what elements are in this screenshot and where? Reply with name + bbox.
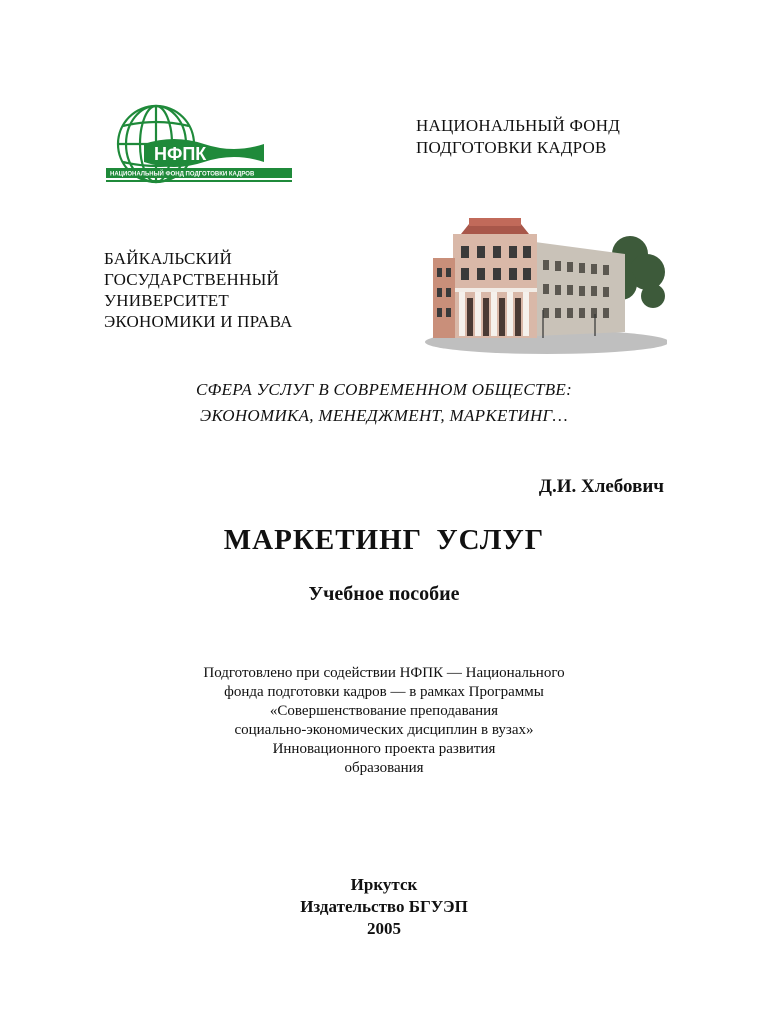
series-line1: СФЕРА УСЛУГ В СОВРЕМЕННОМ ОБЩЕСТВЕ:: [195, 380, 573, 399]
support-note-line4: социально-экономических дисциплин в вузах»: [234, 722, 534, 738]
university-building-image: [425, 214, 667, 356]
support-note-line1: Подготовлено при содействии НФПК — Национального: [203, 665, 565, 681]
university-line4: ЭКОНОМИКИ И ПРАВА: [104, 312, 293, 331]
support-note-line2: фонда подготовки кадров — в рамках Программы: [224, 684, 544, 700]
support-note-line5: Инновационного проекта развития: [272, 741, 496, 757]
logo-abbrev: НФПК: [154, 144, 207, 164]
support-note: [0, 664, 768, 778]
university-line2: ГОСУДАРСТВЕННЫЙ: [104, 270, 279, 289]
university-name: [104, 248, 293, 332]
series-line2: ЭКОНОМИКА, МЕНЕДЖМЕНТ, МАРКЕТИНГ…: [200, 406, 568, 425]
book-subtitle: Учебное пособие: [308, 583, 460, 605]
fund-name: [416, 115, 620, 159]
imprint-publisher: Издательство БГУЭП: [300, 897, 468, 916]
logo-caption: НАЦИОНАЛЬНЫЙ ФОНД ПОДГОТОВКИ КАДРОВ: [110, 171, 255, 178]
imprint-city: Иркутск: [350, 875, 418, 894]
nfpk-logo: [104, 100, 294, 196]
imprint: [0, 874, 768, 940]
series-title: [0, 377, 768, 429]
university-line3: УНИВЕРСИТЕТ: [104, 291, 229, 310]
imprint-year: 2005: [367, 919, 401, 938]
university-line1: БАЙКАЛЬСКИЙ: [104, 249, 233, 268]
fund-name-line2: ПОДГОТОВКИ КАДРОВ: [416, 138, 607, 157]
fund-name-line1: НАЦИОНАЛЬНЫЙ ФОНД: [416, 116, 621, 135]
support-note-line3: «Совершенствование преподавания: [269, 703, 499, 719]
support-note-line6: образования: [344, 760, 424, 776]
author-name: Д.И. Хлебович: [538, 476, 664, 497]
book-title: МАРКЕТИНГ УСЛУГ: [223, 524, 545, 556]
